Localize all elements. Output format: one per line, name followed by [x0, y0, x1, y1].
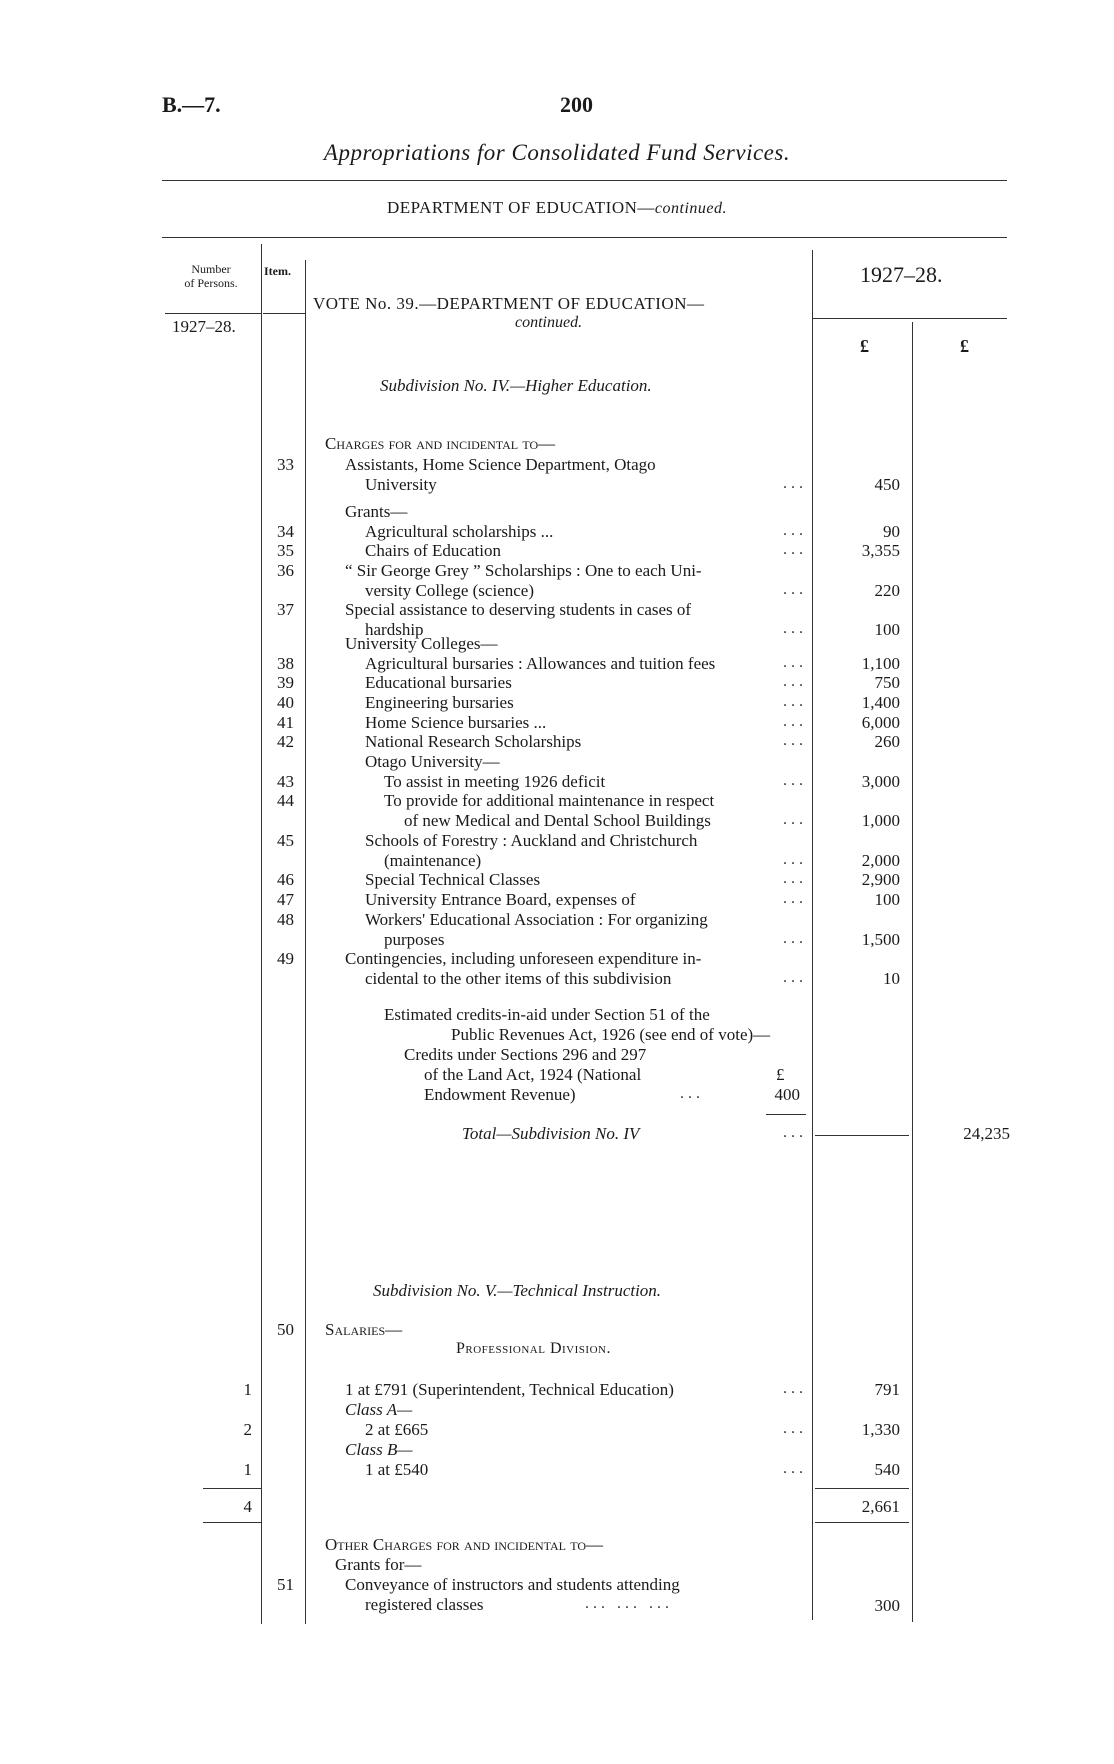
- dot-leader: ...: [783, 890, 807, 907]
- credits-pound-sign: £: [776, 1065, 785, 1084]
- item-description: “ Sir George Grey ” Scholarships : One to each Uni-: [345, 561, 702, 580]
- subdivision-5-heading: Subdivision No. V.—Technical Instruction.: [373, 1281, 662, 1300]
- salary-class-heading: Class B—: [345, 1440, 413, 1459]
- salary-amount: 1,330: [861, 1420, 900, 1439]
- item-number: 45: [277, 831, 294, 850]
- item-description: of new Medical and Dental School Buildings: [404, 810, 711, 830]
- dot-leader: ...: [783, 929, 807, 947]
- item-description: Home Science bursaries ...: [365, 713, 547, 732]
- dot-leader: ...: [783, 870, 807, 887]
- salaries-total: 2,661: [861, 1497, 900, 1516]
- item-amount: 2,000: [861, 850, 900, 870]
- item-description: Agricultural bursaries : Allowances and tuition fees: [365, 654, 716, 673]
- dot-leader: ...: [783, 541, 807, 558]
- item-amount: 90: [883, 522, 900, 541]
- title-rule: [162, 180, 1007, 181]
- page-title: Appropriations for Consolidated Fund Services.: [323, 140, 791, 165]
- department-heading: DEPARTMENT OF EDUCATION—continued.: [387, 198, 727, 217]
- grants-for-heading: Grants for—: [335, 1555, 422, 1574]
- salaries-total-bottom-rule: [815, 1522, 909, 1523]
- vote-title: VOTE No. 39.—DEPARTMENT OF EDUCATION—: [313, 294, 705, 313]
- item-description: University: [365, 474, 437, 494]
- dot-leader: ...: [783, 732, 807, 749]
- persons-count: 2: [243, 1420, 252, 1439]
- item-number: 48: [277, 910, 294, 929]
- persons-column-rule: [261, 244, 262, 1624]
- salary-description: 2 at £665: [365, 1420, 429, 1439]
- subdivision-4-heading: Subdivision No. IV.—Higher Education.: [380, 376, 652, 395]
- persons-total-bottom-rule: [203, 1522, 261, 1523]
- item-description: National Research Scholarships: [365, 732, 582, 751]
- item-amount: 1,500: [861, 929, 900, 949]
- otago-university-heading: Otago University—: [365, 752, 500, 771]
- item-number: 35: [277, 541, 294, 560]
- persons-total-rule: [203, 1488, 261, 1489]
- dot-leader: ...: [783, 693, 807, 710]
- item-description: purposes: [384, 929, 445, 949]
- dot-leader: ...: [783, 1420, 807, 1437]
- amount-column-rule: [812, 250, 813, 1620]
- salaries-heading: Salaries—: [325, 1320, 403, 1339]
- salary-class-heading: Class A—: [345, 1400, 413, 1419]
- credits-line-1: Estimated credits-in-aid under Section 51 of the: [384, 1005, 710, 1024]
- item-amount: 1,000: [861, 810, 900, 830]
- item-amount: 10: [883, 968, 900, 988]
- item-number: 37: [277, 600, 294, 619]
- dot-leader: ...: [783, 713, 807, 730]
- item-51-line-2: registered classes: [365, 1595, 484, 1614]
- dot-leader: ...: [783, 810, 807, 828]
- credits-line-4: of the Land Act, 1924 (National: [424, 1065, 642, 1084]
- charges-heading: Charges for and incidental to—: [325, 434, 556, 453]
- item-number: 33: [277, 455, 294, 474]
- item-51-leader: ... ... ...: [585, 1595, 673, 1612]
- item-number: 49: [277, 949, 294, 968]
- dot-leader: ...: [783, 474, 807, 492]
- item-number: 36: [277, 561, 294, 580]
- persons-header-rule: [165, 313, 261, 314]
- item-description: To assist in meeting 1926 deficit: [384, 772, 606, 791]
- item-description: Educational bursaries: [365, 673, 512, 692]
- pound-sign-col1: £: [860, 336, 869, 356]
- item-51-amount: 300: [874, 1596, 900, 1615]
- item-description: (maintenance): [384, 850, 482, 870]
- item-amount: 2,900: [861, 870, 900, 889]
- total-leader: ...: [783, 1124, 807, 1141]
- item-description: hardship: [365, 619, 424, 639]
- persons-year-label: 1927–28.: [172, 317, 236, 336]
- salary-amount: 791: [874, 1380, 900, 1399]
- item-description: Engineering bursaries: [365, 693, 514, 712]
- persons-count: 1: [243, 1460, 252, 1479]
- item-number: 40: [277, 693, 294, 712]
- dot-leader: ...: [783, 522, 807, 539]
- dot-leader: ...: [783, 654, 807, 671]
- item-number: 47: [277, 890, 294, 909]
- salary-description: 1 at £791 (Superintendent, Technical Education): [345, 1380, 674, 1399]
- item-number: 38: [277, 654, 294, 673]
- pound-sign-col2: £: [960, 336, 969, 356]
- item-number: 46: [277, 870, 294, 889]
- item-description: Schools of Forestry : Auckland and Christchurch: [365, 831, 698, 850]
- item-amount: 6,000: [861, 713, 900, 732]
- item-description: Assistants, Home Science Department, Otago: [345, 455, 656, 474]
- item-description: versity College (science): [365, 580, 534, 600]
- item-amount: 100: [874, 619, 900, 639]
- credits-line-3: Credits under Sections 296 and 297: [404, 1045, 647, 1064]
- item-amount: 260: [874, 732, 900, 751]
- total-rule: [815, 1135, 909, 1136]
- dot-leader: ...: [783, 580, 807, 598]
- item-description: cidental to the other items of this subdivision: [365, 968, 672, 988]
- credits-rule: [766, 1114, 806, 1115]
- item-number: 34: [277, 522, 294, 541]
- item-51-number: 51: [277, 1575, 294, 1594]
- salary-description: 1 at £540: [365, 1460, 429, 1479]
- item-amount: 1,100: [861, 654, 900, 673]
- item-number: 44: [277, 791, 294, 810]
- year-column-header: 1927–28.: [860, 262, 943, 287]
- dot-leader: ...: [783, 850, 807, 868]
- item-description: Workers' Educational Association : For organizing: [365, 910, 708, 929]
- item-amount: 100: [874, 890, 900, 909]
- dot-leader: ...: [783, 619, 807, 637]
- item-amount: 3,355: [861, 541, 900, 560]
- professional-division-heading: Professional Division.: [456, 1340, 611, 1357]
- dot-leader: ...: [783, 968, 807, 986]
- dot-leader: ...: [783, 673, 807, 690]
- item-number: 43: [277, 772, 294, 791]
- item-amount: 450: [874, 474, 900, 494]
- persons-count: 1: [243, 1380, 252, 1399]
- item-51-line-1: Conveyance of instructors and students attending: [345, 1575, 680, 1594]
- credits-leader: ...: [680, 1085, 704, 1102]
- item-description: Agricultural scholarships ...: [365, 522, 554, 541]
- item-column-header: Item.: [264, 264, 291, 278]
- item-description: University Entrance Board, expenses of: [365, 890, 636, 909]
- subtotal-column-rule: [912, 322, 913, 1622]
- other-charges-heading: Other Charges for and incidental to—: [325, 1535, 604, 1554]
- item-amount: 220: [874, 580, 900, 600]
- item-amount: 1,400: [861, 693, 900, 712]
- item-number: 42: [277, 732, 294, 751]
- item-description: To provide for additional maintenance in respect: [384, 791, 715, 810]
- grants-heading: Grants—: [345, 502, 408, 521]
- dot-leader: ...: [783, 1380, 807, 1397]
- item-description: Chairs of Education: [365, 541, 501, 560]
- item-description: Special Technical Classes: [365, 870, 541, 889]
- dot-leader: ...: [783, 772, 807, 789]
- credits-line-5: Endowment Revenue): [424, 1085, 576, 1104]
- dot-leader: ...: [783, 1460, 807, 1477]
- university-colleges-heading: University Colleges—: [345, 634, 498, 653]
- item-description: Special assistance to deserving students in cases of: [345, 600, 692, 619]
- item-description: Contingencies, including unforeseen expenditure in-: [345, 949, 702, 968]
- salaries-total-rule: [815, 1488, 909, 1489]
- persons-column-header: Number of Persons.: [184, 262, 238, 290]
- document-reference: B.—7.: [162, 92, 221, 117]
- subdivision-4-total: 24,235: [963, 1124, 1010, 1143]
- page-number: 200: [560, 92, 593, 117]
- credits-line-2: Public Revenues Act, 1926 (see end of vote)—: [451, 1025, 771, 1044]
- subdivision-4-total-label: Total—Subdivision No. IV: [462, 1124, 640, 1143]
- item-number: 41: [277, 713, 294, 732]
- vote-title-continued: continued.: [515, 314, 583, 331]
- salary-amount: 540: [874, 1460, 900, 1479]
- item-amount: 750: [874, 673, 900, 692]
- table-top-rule: [162, 237, 1007, 238]
- credits-amount: 400: [774, 1085, 800, 1104]
- item-number: 39: [277, 673, 294, 692]
- persons-total: 4: [243, 1497, 252, 1516]
- amount-header-rule: [812, 318, 1007, 319]
- item-amount: 3,000: [861, 772, 900, 791]
- item-header-rule: [263, 313, 305, 314]
- item-column-rule: [305, 260, 306, 1624]
- item-50-number: 50: [277, 1320, 294, 1339]
